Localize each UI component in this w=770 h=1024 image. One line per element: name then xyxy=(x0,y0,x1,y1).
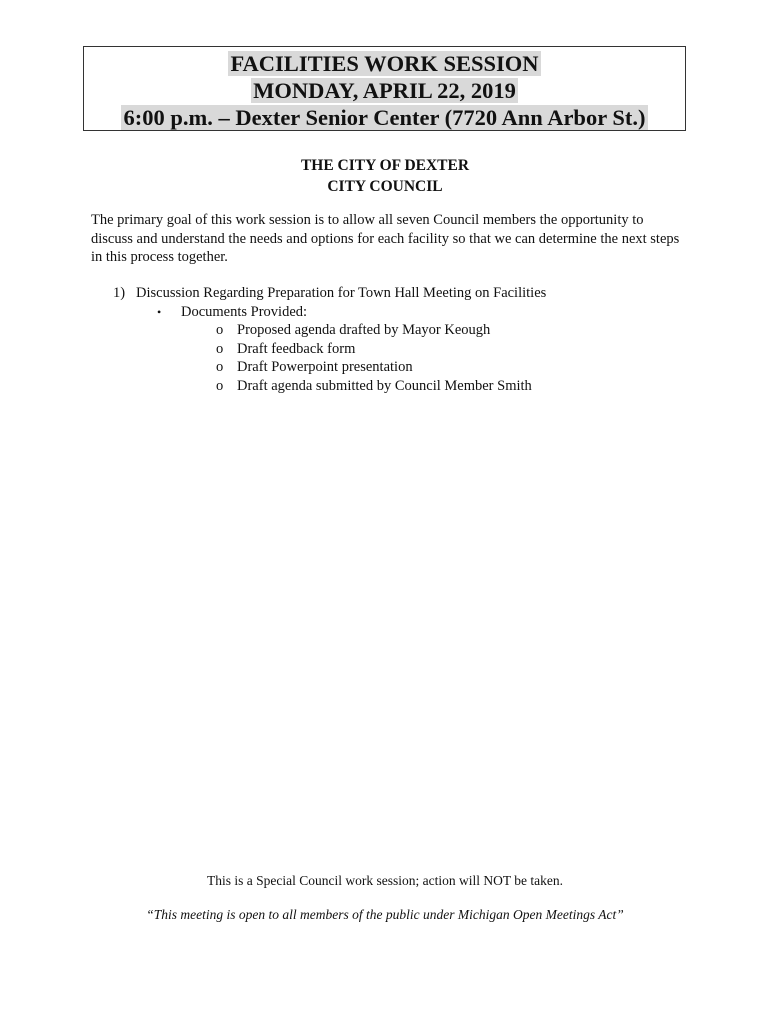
footer-quote: “This meeting is open to all members of the public under Michigan Open Meetings Act” xyxy=(146,907,624,922)
document-name: Draft Powerpoint presentation xyxy=(237,359,413,375)
documents-label: Documents Provided: xyxy=(181,303,308,320)
header-location-line xyxy=(84,104,685,131)
document-name: Draft feedback form xyxy=(237,340,356,357)
circle-bullet-icon: o xyxy=(216,322,224,338)
document-name: Draft agenda submitted by Council Member Smith xyxy=(237,377,532,394)
circle-bullet-icon: o xyxy=(216,377,224,394)
header-date-line xyxy=(84,77,685,104)
circle-bullet-icon: o xyxy=(216,359,224,375)
intro-paragraph: The primary goal of this work session is to allow all seven Council members the opportunity to discuss and understand the needs and options for each facility so that we can determine the next steps in this process together. xyxy=(91,212,680,265)
bullet-icon: • xyxy=(157,304,162,319)
session-date: MONDAY, APRIL 22, 2019 xyxy=(253,78,516,103)
city-name: THE CITY OF DEXTER xyxy=(300,157,470,174)
agenda-item-text: Discussion Regarding Preparation for Town Hall Meeting on Facilities xyxy=(136,285,547,301)
document-name: Proposed agenda drafted by Mayor Keough xyxy=(237,322,491,338)
session-time-location: 6:00 p.m. – Dexter Senior Center (7720 Ann Arbor St.) xyxy=(123,105,646,130)
header-box xyxy=(83,46,686,131)
footer-note: This is a Special Council work session; action will NOT be taken. xyxy=(207,873,563,888)
organization-heading xyxy=(0,155,770,197)
circle-bullet-icon: o xyxy=(216,340,224,357)
agenda-item-number: 1) xyxy=(113,285,126,301)
council-name: CITY COUNCIL xyxy=(327,178,443,195)
session-title: FACILITIES WORK SESSION xyxy=(230,51,539,76)
header-title-line xyxy=(84,50,685,77)
